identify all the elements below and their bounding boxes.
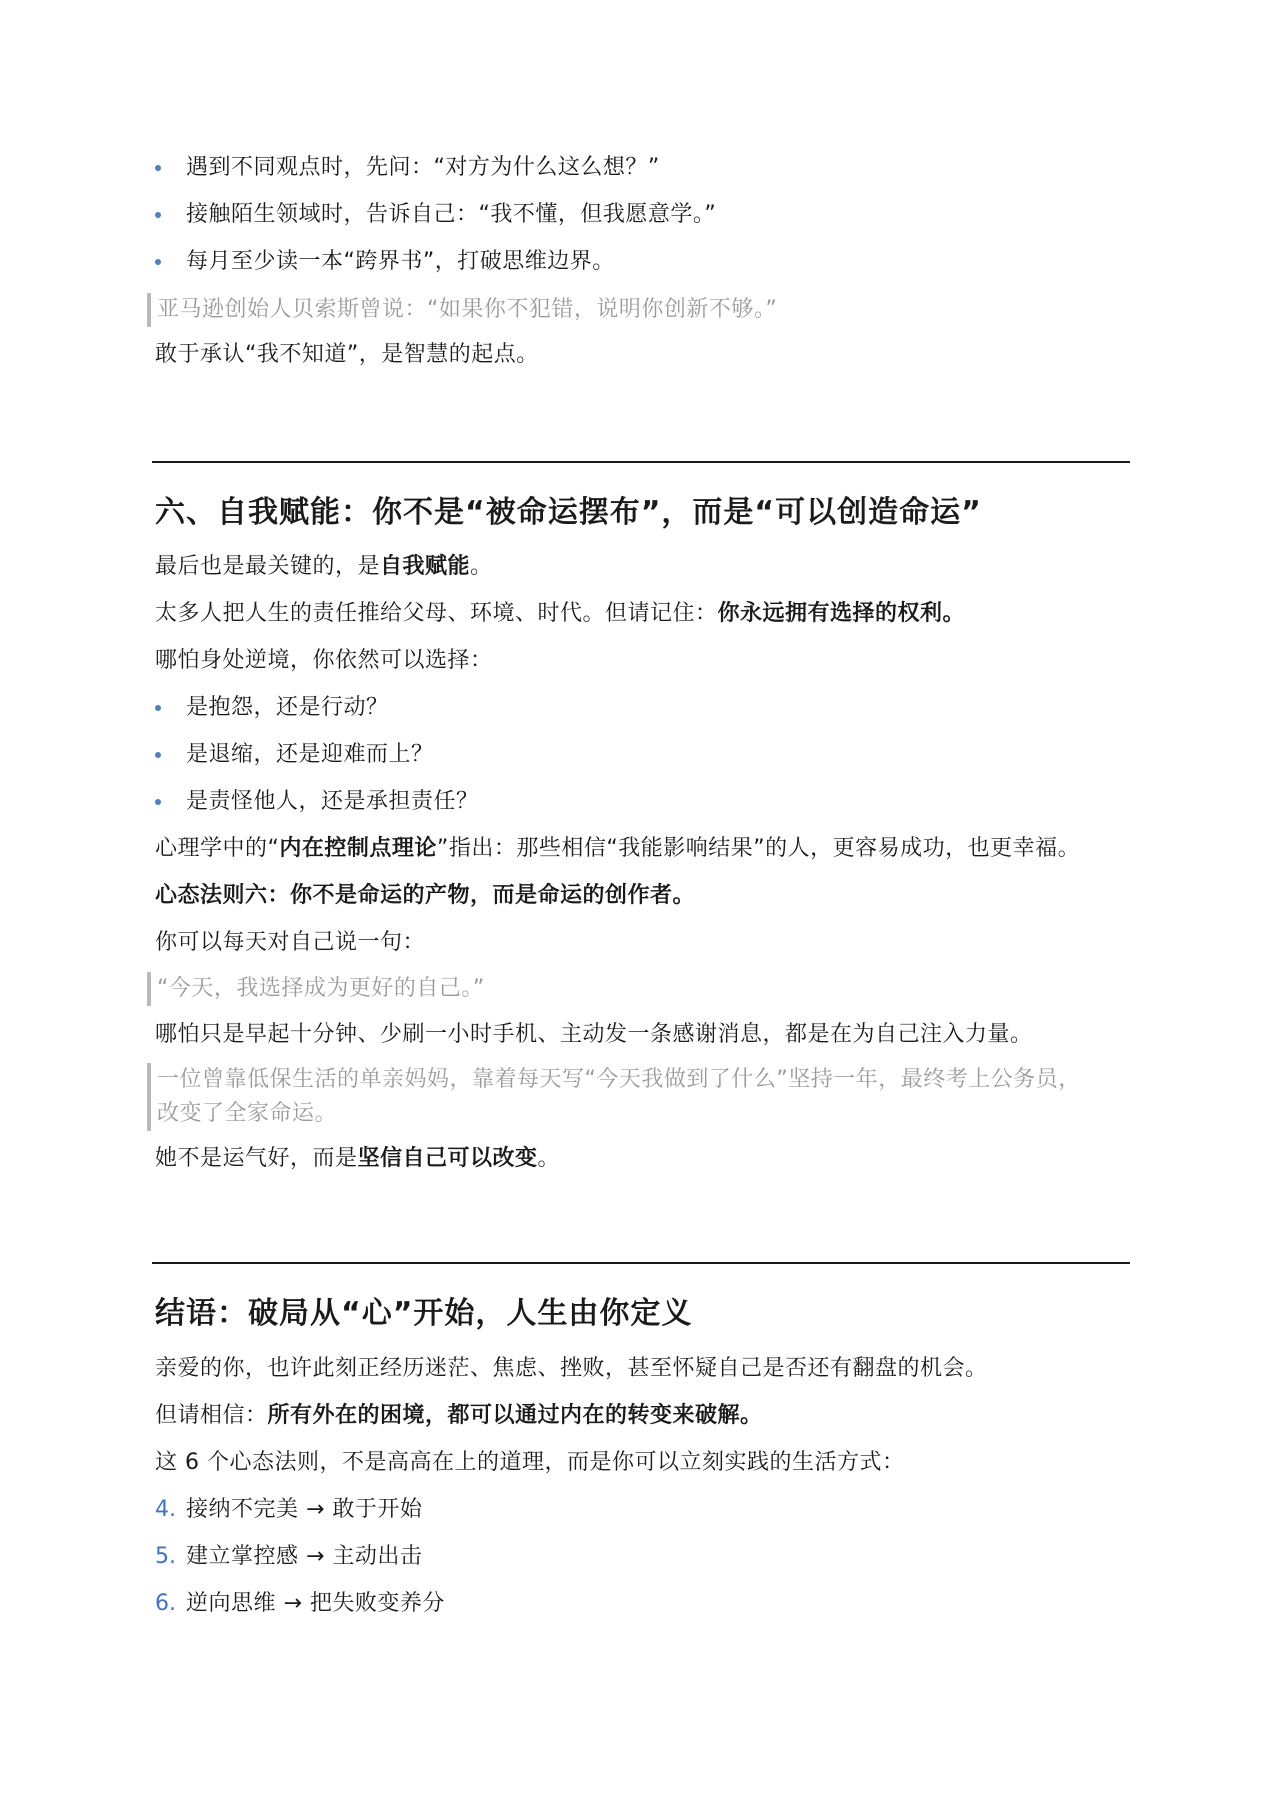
blockquote: “今天，我选择成为更好的自己。” bbox=[157, 976, 485, 1001]
bullet-item: 是退缩，还是迎难而上？ bbox=[186, 742, 434, 767]
text-run: 她不是运气好，而是 bbox=[155, 1146, 358, 1171]
section-heading: 六、自我赋能：你不是“被命运摆布”，而是“可以创造命运” bbox=[155, 495, 982, 530]
bold-text: 坚信自己可以改变 bbox=[357, 1146, 538, 1171]
quote-bar bbox=[147, 293, 151, 327]
bold-text: 内在控制点理论 bbox=[279, 836, 437, 861]
bold-text: 所有外在的困境，都可以通过内在的转变来破解。 bbox=[267, 1403, 763, 1428]
bullet-dot bbox=[155, 799, 161, 805]
text-run: ”指出：那些相信“我能影响结果”的人，更容易成功，也更幸福。 bbox=[436, 836, 1081, 861]
section-heading: 结语：破局从“心”开始，人生由你定义 bbox=[155, 1296, 693, 1331]
bullet-dot bbox=[155, 259, 161, 265]
blockquote-line: 一位曾靠低保生活的单亲妈妈，靠着每天写“今天我做到了什么”坚持一年，最终考上公务员， bbox=[157, 1067, 1081, 1092]
list-item: 接纳不完美 → 敢于开始 bbox=[186, 1497, 423, 1522]
quote-bar bbox=[147, 972, 151, 1006]
bold-paragraph: 心态法则六：你不是命运的产物，而是命运的创作者。 bbox=[155, 883, 696, 908]
paragraph bbox=[155, 598, 965, 630]
text-run: 太多人把人生的责任推给父母、环境、时代。但请记住： bbox=[155, 601, 718, 626]
blockquote-line: 改变了全家命运。 bbox=[157, 1101, 338, 1126]
paragraph: 哪怕身处逆境，你依然可以选择： bbox=[155, 648, 493, 673]
list-number: 4. bbox=[155, 1497, 176, 1522]
paragraph bbox=[155, 833, 1080, 865]
section-divider bbox=[152, 1262, 1130, 1264]
paragraph bbox=[155, 1143, 560, 1175]
paragraph: 哪怕只是早起十分钟、少刷一小时手机、主动发一条感谢消息，都是在为自己注入力量。 bbox=[155, 1022, 1033, 1047]
text-run: 。 bbox=[470, 554, 493, 579]
paragraph bbox=[155, 551, 493, 583]
section-divider bbox=[152, 461, 1130, 463]
text-run: 。 bbox=[537, 1146, 561, 1171]
text-run: 但请相信： bbox=[155, 1403, 268, 1428]
bullet-dot bbox=[155, 705, 161, 711]
paragraph: 你可以每天对自己说一句： bbox=[155, 930, 426, 955]
bold-text: 你永远拥有选择的权利。 bbox=[717, 601, 966, 626]
list-number: 5. bbox=[155, 1544, 176, 1569]
bullet-dot bbox=[155, 752, 161, 758]
bullet-dot bbox=[155, 212, 161, 218]
quote-bar bbox=[147, 1063, 151, 1131]
bold-text: 自我赋能 bbox=[380, 554, 471, 579]
paragraph: 这 6 个心态法则，不是高高在上的道理，而是你可以立刻实践的生活方式： bbox=[155, 1450, 905, 1475]
paragraph: 亲爱的你，也许此刻正经历迷茫、焦虑、挫败，甚至怀疑自己是否还有翻盘的机会。 bbox=[155, 1356, 988, 1381]
paragraph: 敢于承认“我不知道”，是智慧的起点。 bbox=[155, 342, 539, 367]
blockquote: 亚马逊创始人贝索斯曾说：“如果你不犯错，说明你创新不够。” bbox=[157, 297, 778, 322]
bullet-item: 遇到不同观点时，先问：“对方为什么这么想？” bbox=[186, 155, 660, 180]
list-number: 6. bbox=[155, 1591, 176, 1616]
bullet-item: 是抱怨，还是行动？ bbox=[186, 695, 389, 720]
bullet-item: 每月至少读一本“跨界书”，打破思维边界。 bbox=[186, 249, 615, 274]
list-item: 逆向思维 → 把失败变养分 bbox=[186, 1591, 445, 1616]
text-run: 心理学中的“ bbox=[155, 836, 280, 861]
paragraph bbox=[155, 1400, 763, 1432]
text-run: 最后也是最关键的，是 bbox=[155, 554, 381, 579]
bullet-dot bbox=[155, 165, 161, 171]
bullet-item: 接触陌生领域时，告诉自己：“我不懂，但我愿意学。” bbox=[186, 202, 717, 227]
list-item: 建立掌控感 → 主动出击 bbox=[186, 1544, 423, 1569]
bullet-item: 是责怪他人，还是承担责任？ bbox=[186, 789, 479, 814]
